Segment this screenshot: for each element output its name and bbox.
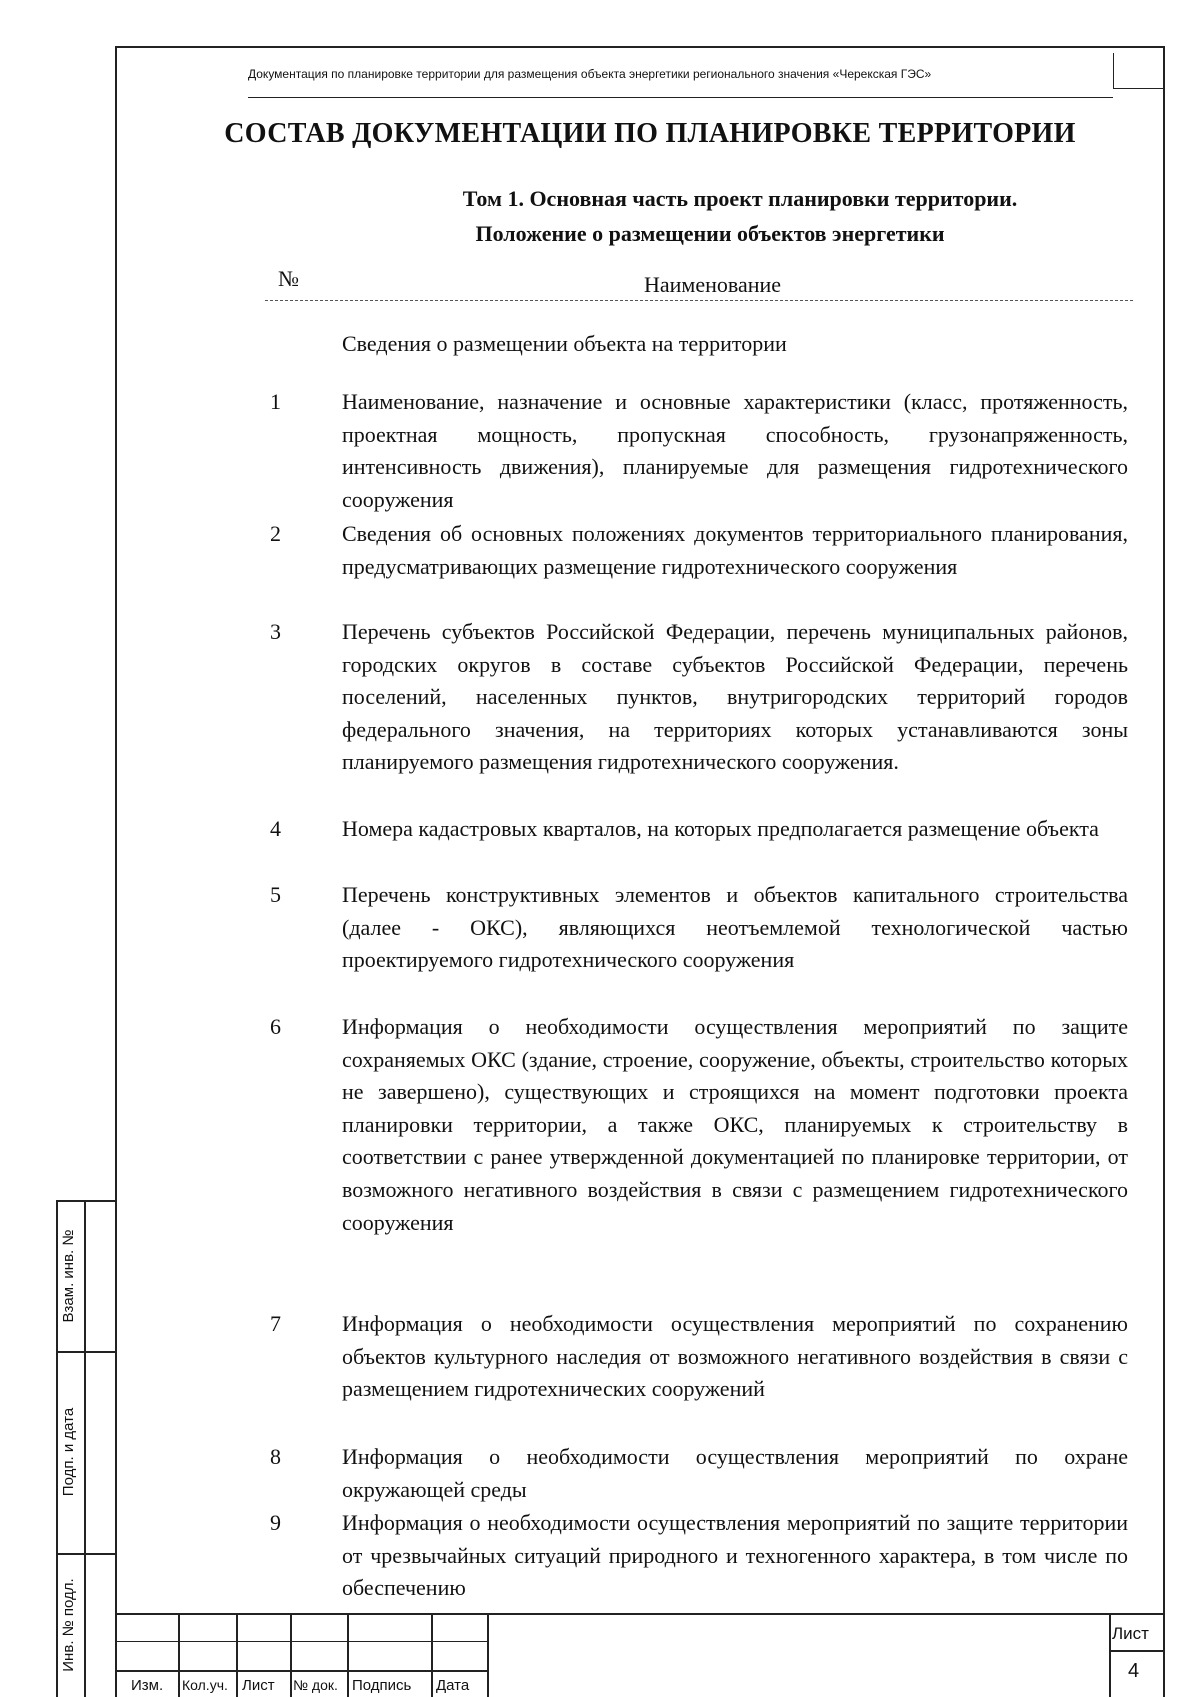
list-item [270, 386, 1128, 516]
stamp-sheet-box-mid [1109, 1650, 1164, 1652]
list-item [270, 1308, 1128, 1406]
list-item [270, 1011, 1128, 1239]
running-header: Документация по планировке территории для размещения объекта энергетики регионального значения «Черекская ГЭС» [248, 67, 932, 81]
item-text: Информация о необходимости осуществления мероприятий по защите территории от чрезвычайных ситуаций природного и техногенного характера, в том числе по обеспечению [342, 1510, 1128, 1601]
stamp-top [115, 1613, 1164, 1615]
stamp-sheet-box-left [1109, 1613, 1111, 1697]
item-number: 1 [270, 389, 281, 414]
stamp-col-5 [431, 1613, 433, 1697]
side-stamp-sep-2 [56, 1553, 117, 1555]
item-number: 3 [270, 619, 281, 644]
item-text: Информация о необходимости осуществления мероприятий по охране окружающей среды [342, 1444, 1128, 1502]
item-number: 9 [270, 1510, 281, 1535]
stamp-sheet-number: 4 [1128, 1660, 1140, 1682]
table-head-rule [265, 300, 1133, 301]
item-number: 5 [270, 882, 281, 907]
item-number: 8 [270, 1444, 281, 1469]
item-text: Сведения об основных положениях документов территориального планирования, предусматривающих размещение гидротехнического сооружения [342, 521, 1128, 579]
stamp-sheet-label: Лист [1112, 1624, 1149, 1643]
stamp-col-4 [347, 1613, 349, 1697]
item-text: Информация о необходимости осуществления мероприятий по сохранению объектов культурного наследия от возможного негативного воздействия в связи с размещением гидротехнических сооружений [342, 1311, 1128, 1402]
stamp-kol-uch: Кол.уч. [182, 1677, 228, 1693]
side-stamp-divider [84, 1200, 86, 1697]
item-number: 4 [270, 816, 281, 841]
frame-top-border [115, 46, 1164, 48]
frame-right-border [1163, 46, 1165, 1697]
item-number: 6 [270, 1014, 281, 1039]
document-title: СОСТАВ ДОКУМЕНТАЦИИ ПО ПЛАНИРОВКЕ ТЕРРИТОРИИ [224, 118, 1076, 149]
item-text: Информация о необходимости осуществления мероприятий по защите сохраняемых ОКС (здание, строение, сооружение, объекты, строительство которых не завершено), существующих и строящихся на момент подготовки проекта планировки территории, а также ОКС, планируемых к строительству в соответствии с ранее утвержденной документацией по планировке территории, от возможного негативного воздействия в связи с размещением гидротехнического сооружения [342, 1014, 1128, 1235]
list-item [270, 1441, 1128, 1506]
side-label-podp-data: Подп. и дата [60, 1407, 77, 1497]
list-item [270, 616, 1128, 779]
side-stamp-top [56, 1200, 117, 1202]
list-item [270, 879, 1128, 977]
stamp-col-6 [487, 1613, 489, 1697]
stamp-list: Лист [242, 1677, 275, 1694]
stamp-podpis: Подпись [352, 1677, 412, 1694]
side-stamp-sep-1 [56, 1351, 117, 1353]
column-header-name: Наименование [644, 272, 782, 297]
item-text: Перечень конструктивных элементов и объектов капитального строительства (далее - ОКС), являющихся неотъемлемой технологической частью проектируемого гидротехнического сооружения [342, 882, 1128, 973]
list-item [270, 1507, 1128, 1607]
volume-subtitle-2: Положение о размещении объектов энергетики [475, 221, 945, 246]
side-label-vzam-inv: Взам. инв. № [60, 1229, 77, 1323]
stamp-col-2 [236, 1613, 238, 1697]
section-title: Сведения о размещении объекта на территории [342, 331, 787, 356]
item-number: 2 [270, 521, 281, 546]
list-item [270, 518, 1128, 583]
item-text: Перечень субъектов Российской Федерации, перечень муниципальных районов, городских округов в составе субъектов Российской Федерации, перечень поселений, населенных пунктов, внутригородских территорий городов федерального значения, на территориях которых устанавливаются зоны планируемого размещения гидротехнического сооружения. [342, 619, 1128, 775]
header-rule [248, 97, 1113, 98]
stamp-col-1 [178, 1613, 180, 1697]
frame-left-border [115, 46, 117, 1697]
column-header-number: № [278, 266, 299, 291]
side-stamp-left [56, 1200, 58, 1697]
item-text: Номера кадастровых кварталов, на которых предполагается размещение объекта [342, 816, 1099, 841]
header-sheet-box [1113, 53, 1164, 89]
side-label-inv-podl: Инв. № подл. [60, 1578, 77, 1672]
list-item [270, 813, 1128, 846]
item-number: 7 [270, 1311, 281, 1336]
stamp-data: Дата [436, 1677, 470, 1694]
volume-subtitle: Том 1. Основная часть проект планировки территории. [462, 186, 1018, 211]
stamp-n-dok: № док. [293, 1677, 338, 1693]
stamp-izm: Изм. [131, 1677, 164, 1694]
stamp-col-3 [290, 1613, 292, 1697]
item-text: Наименование, назначение и основные характеристики (класс, протяженность, проектная мощность, пропускная способность, грузонапряженность, интенсивность движения), планируемые для размещения гидротехнического сооружения [342, 389, 1128, 512]
